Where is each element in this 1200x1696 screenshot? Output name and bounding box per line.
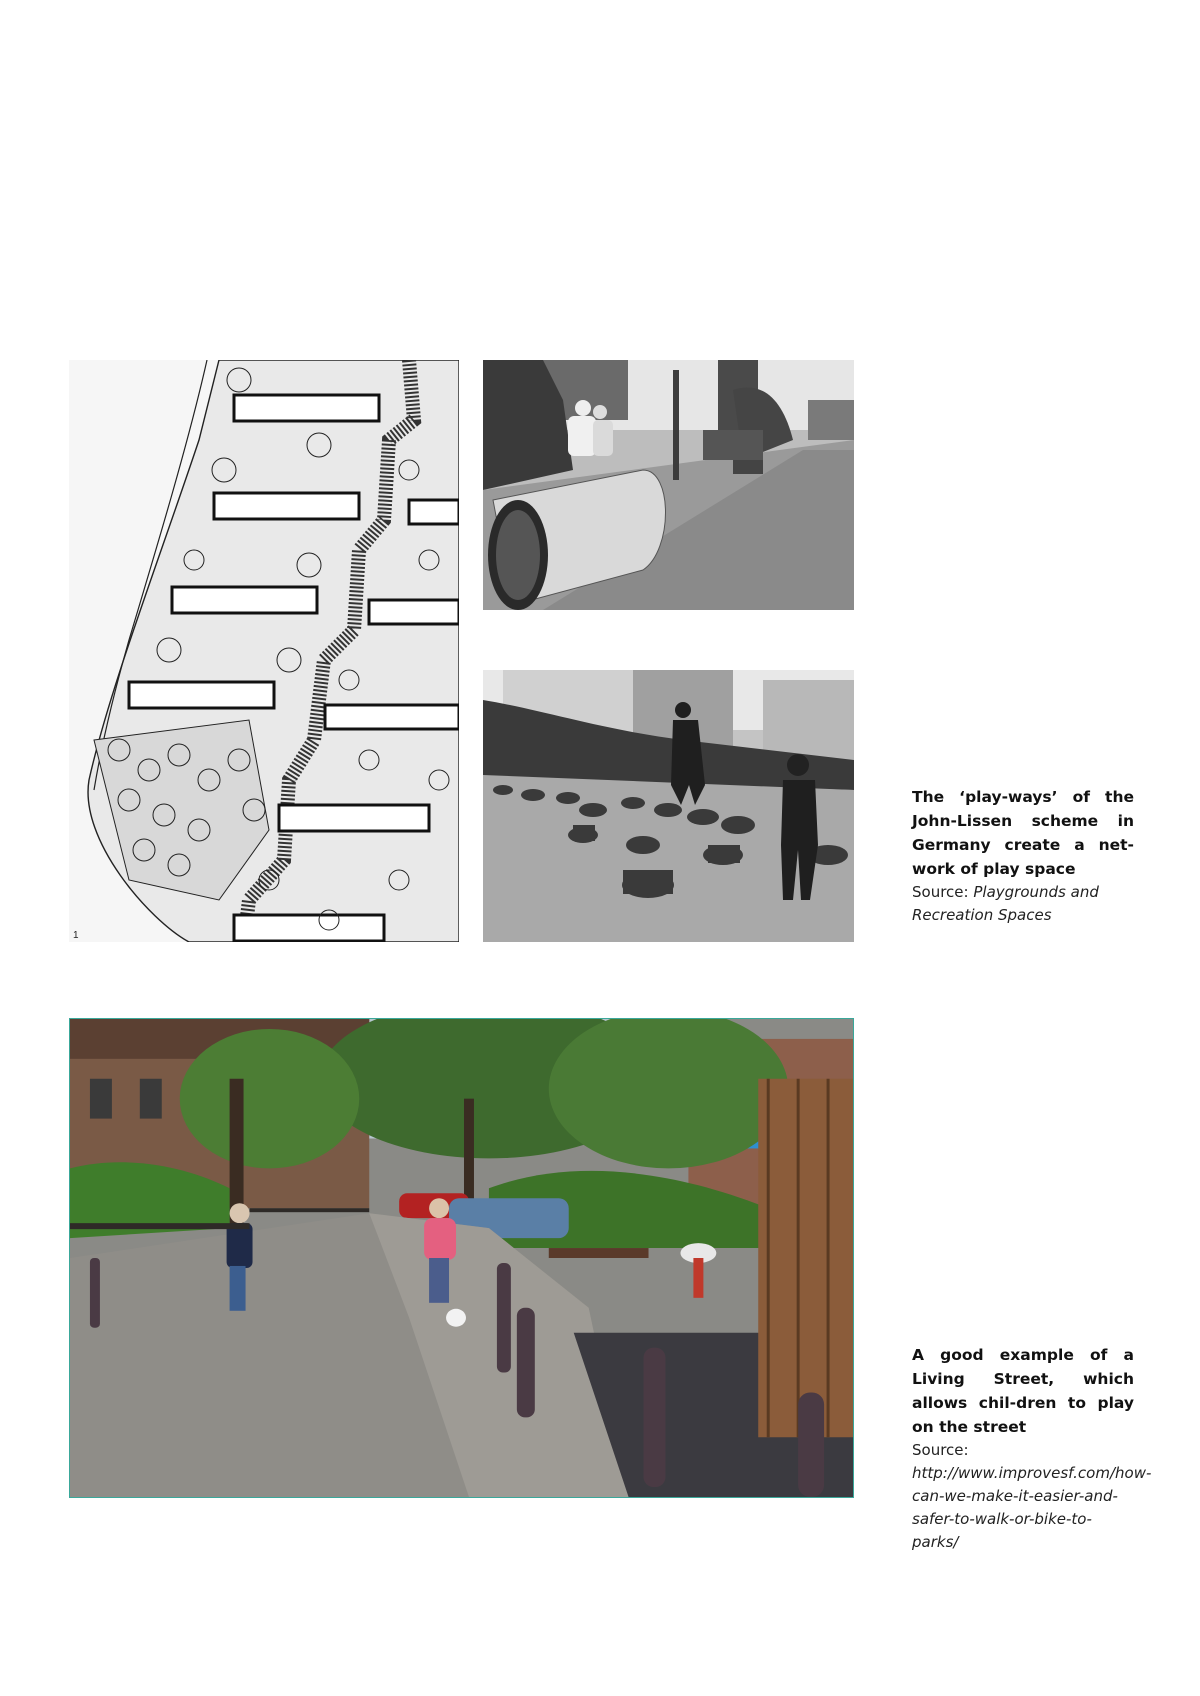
caption-playways [912,785,1134,927]
caption-playways-source [912,881,1134,927]
photo-concrete-pipe-play [483,360,854,610]
caption-playways-title: The ‘play-ways’ of the John-Lissen scheme in Germany create a net-work of play space [912,788,1134,878]
site-plan-illustration [69,360,459,942]
site-plan-drawing [69,360,459,942]
caption-living-street-source-text: http://www.improvesf.com/how-can-we-make-it-easier-and-safer-to-walk-or-bike-to-parks/ [912,1464,1152,1551]
caption-living-street-source-label: Source: [912,1441,969,1459]
photo-stepping-stumps-play [483,670,854,942]
caption-living-street [912,1343,1152,1554]
caption-living-street-source [912,1439,1152,1554]
caption-playways-source-label: Source: [912,883,969,901]
photo-concrete-pipe-illustration [483,360,854,610]
photo-living-street [69,1018,854,1498]
photo-stepping-stumps-illustration [483,670,854,942]
photo-living-street-illustration [70,1019,853,1497]
site-plan-figure-number: 1 [73,930,79,941]
caption-playways-source-text: Playgrounds and Recreation Spaces [912,883,1099,924]
caption-living-street-title: A good example of a Living Street, which allows chil-dren to play on the street [912,1346,1134,1436]
